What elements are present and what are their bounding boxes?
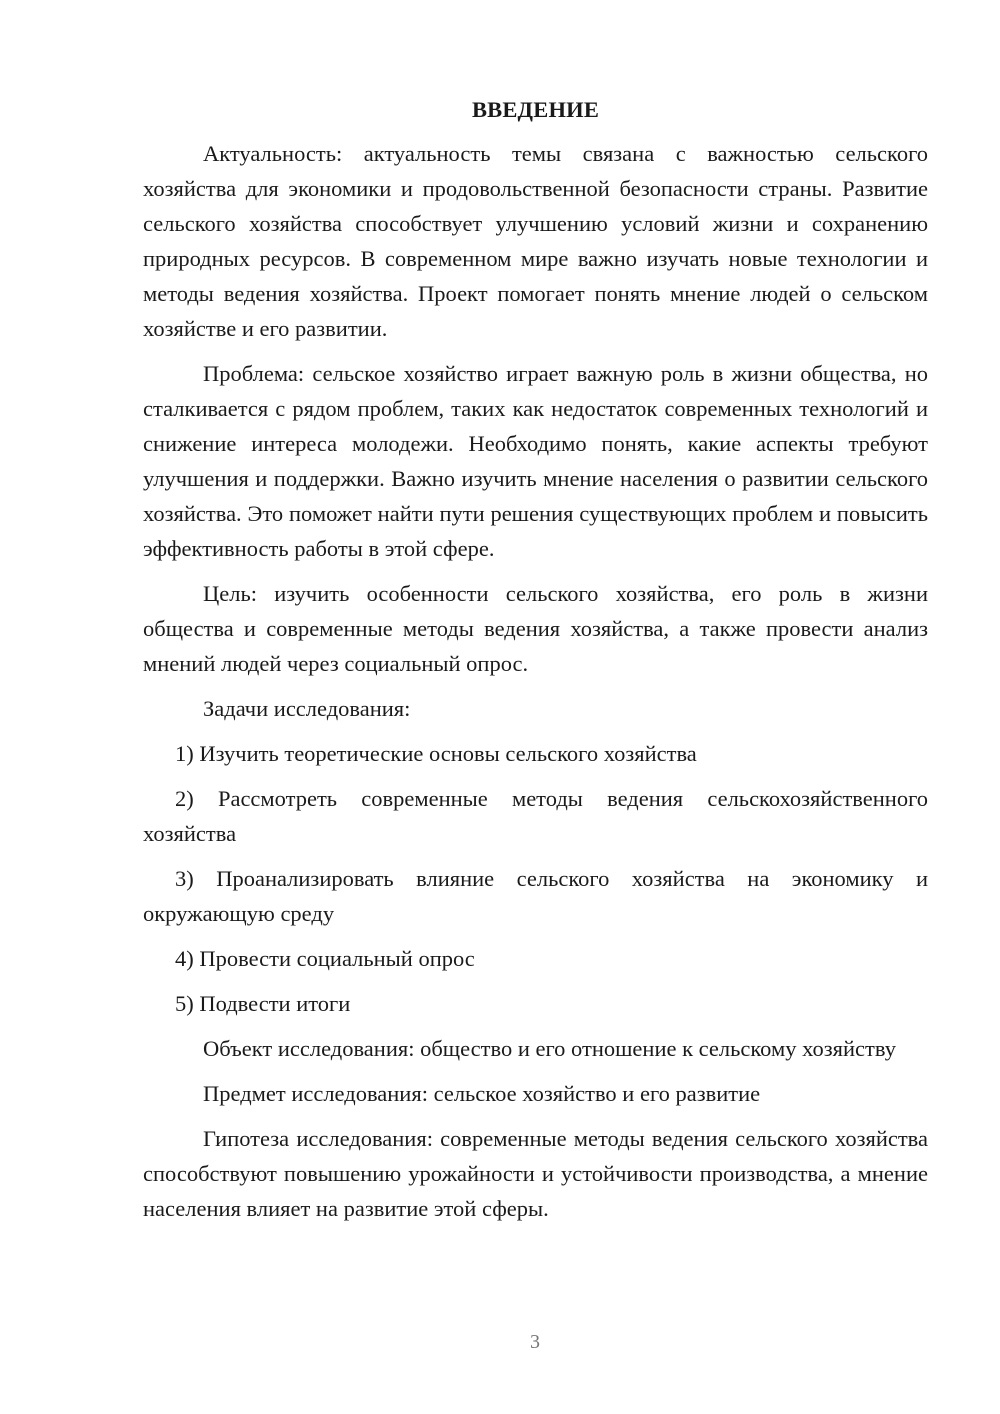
- problem-paragraph: Проблема: сельское хозяйство играет важную роль в жизни общества, но сталкивается с рядом проблем, таких как недостаток современных технологий и снижение интереса молодежи. Необходимо понять, какие аспекты требуют улучшения и поддержки. Важно изучить мнение населения о развитии сельского хозяйства. Это поможет найти пути решения существующих проблем и повысить эффективность работы в этой сфере.: [143, 361, 928, 561]
- task-item-5: 5) Подвести итоги: [175, 991, 351, 1016]
- research-subject-paragraph: Предмет исследования: сельское хозяйство и его развитие: [203, 1081, 761, 1106]
- task-item-3: 3) Проанализировать влияние сельского хозяйства на экономику и окружающую среду: [143, 866, 928, 926]
- page-content: [143, 92, 928, 1236]
- task-item-4: 4) Провести социальный опрос: [175, 946, 475, 971]
- research-object-paragraph: Объект исследования: общество и его отношение к сельскому хозяйству: [203, 1036, 896, 1061]
- relevance-paragraph: Актуальность: актуальность темы связана с важностью сельского хозяйства для экономики и продовольственной безопасности страны. Развитие сельского хозяйства способствует улучшению условий жизни и сохранению природных ресурсов. В современном мире важно изучать новые технологии и методы ведения хозяйства. Проект помогает понять мнение людей о сельском хозяйстве и его развитии.: [143, 141, 928, 341]
- tasks-heading: Задачи исследования:: [203, 696, 411, 721]
- goal-paragraph: Цель: изучить особенности сельского хозяйства, его роль в жизни общества и современные методы ведения хозяйства, а также провести анализ мнений людей через социальный опрос.: [143, 581, 928, 676]
- task-item-2: 2) Рассмотреть современные методы ведения сельскохозяйственного хозяйства: [143, 786, 928, 846]
- hypothesis-paragraph: Гипотеза исследования: современные методы ведения сельского хозяйства способствуют повышению урожайности и устойчивости производства, а мнение населения влияет на развитие этой сферы.: [143, 1126, 928, 1221]
- page-title: ВВЕДЕНИЕ: [471, 97, 600, 122]
- page-number: 3: [530, 1331, 540, 1353]
- task-item-1: 1) Изучить теоретические основы сельского хозяйства: [175, 741, 697, 766]
